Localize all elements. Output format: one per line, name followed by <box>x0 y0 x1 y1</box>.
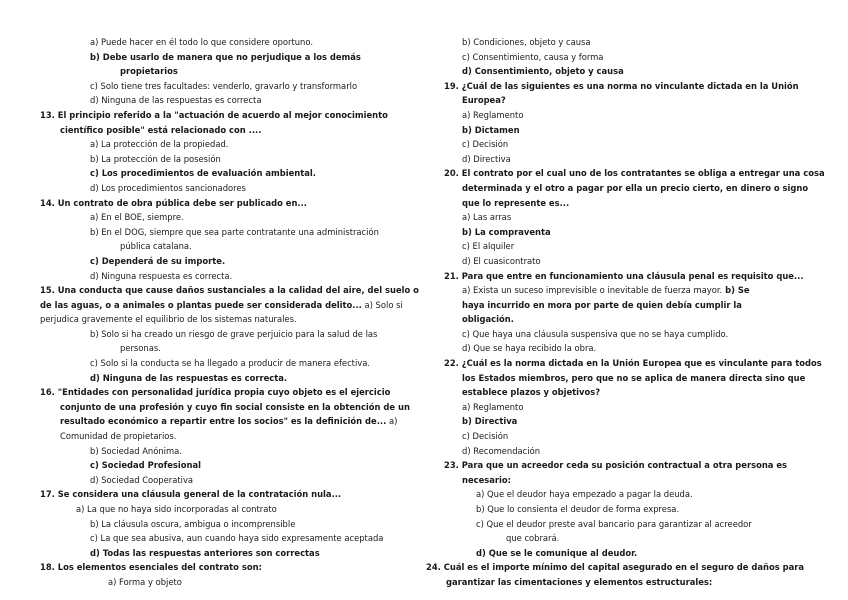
question-20-continuation: que lo represente es... <box>462 197 570 208</box>
answer-option: c) Consentimiento, causa y forma <box>462 51 604 62</box>
answer-option: d) El cuasicontrato <box>462 255 541 266</box>
answer-option: a) La protección de la propiedad. <box>90 139 229 150</box>
question-24: 24. Cuál es el importe mínimo del capital asegurado en el seguro de daños para <box>426 562 805 573</box>
answer-option: c) Solo tiene tres facultades: venderlo, gravarlo y transformarlo <box>90 80 358 91</box>
answer-option: b) Directiva <box>462 416 518 427</box>
answer-option: b) La protección de la posesión <box>90 153 221 164</box>
answer-option: b) Debe usarlo de manera que no perjudique a los demás <box>90 51 361 62</box>
question-23-continuation: necesario: <box>462 474 512 485</box>
answer-option: a) Que el deudor haya empezado a pagar la deuda. <box>476 489 693 500</box>
answer-option: c) Dependerá de su importe. <box>90 255 226 266</box>
answer-option: d) Recomendación <box>462 445 540 456</box>
answer-option: d) Consentimiento, objeto y causa <box>462 66 624 77</box>
answer-option: b) Que lo consienta el deudor de forma expresa. <box>476 504 680 514</box>
question-24-continuation: garantizar las cimentaciones y elementos estructurales: <box>446 576 713 587</box>
answer-option: c) Que haya una cláusula suspensiva que no se haya cumplido. <box>462 328 729 339</box>
answer-option: d) Ninguna de las respuestas es correcta. <box>90 372 288 383</box>
question-17: 17. Se considera una cláusula general de la contratación nula... <box>40 489 342 500</box>
answer-option: a) Puede hacer en él todo lo que considere oportuno. <box>90 37 313 47</box>
answer-option-continuation: pública catalana. <box>120 241 192 252</box>
question-15: 15. Una conducta que cause daños sustanciales a la calidad del aire, del suelo o <box>40 285 419 296</box>
answer-option: a) Reglamento <box>462 109 524 120</box>
question-22: 22. ¿Cuál es la norma dictada en la Unión Europea que es vinculante para todos <box>444 358 822 369</box>
question-16-continuation <box>40 414 420 429</box>
left-column <box>40 35 420 590</box>
answer-option: a) Solo si <box>361 299 403 310</box>
answer-option: d) Ninguna respuesta es correcta. <box>90 270 233 281</box>
answer-option: b) Solo si ha creado un riesgo de grave perjuicio para la salud de las <box>90 328 378 339</box>
answer-option-continuation: obligación. <box>462 314 514 325</box>
answer-option: c) Los procedimientos de evaluación ambiental. <box>90 168 316 179</box>
question-22-continuation: establece plazos y objetivos? <box>462 387 601 398</box>
question-13-continuation: científico posible" está relacionado con .... <box>60 124 262 135</box>
answer-option: c) Decisión <box>462 431 509 442</box>
answer-option: a) <box>386 416 398 427</box>
answer-option: d) Que se le comunique al deudor. <box>476 547 638 558</box>
answer-option: b) Condiciones, objeto y causa <box>462 37 591 47</box>
answer-option-continuation: perjudica gravemente el equilibrio de los sistemas naturales. <box>40 314 297 325</box>
answer-option-b: b) Se <box>722 285 750 296</box>
question-23: 23. Para que un acreedor ceda su posición contractual a otra persona es <box>444 460 788 471</box>
question-22-continuation: los Estados miembros, pero que no se aplica de manera directa sino que <box>462 372 806 383</box>
answer-option: c) Que el deudor preste aval bancario para garantizar al acreedor <box>476 518 752 529</box>
answer-option: c) La que sea abusiva, aun cuando haya sido expresamente aceptada <box>90 533 384 544</box>
answer-option: b) La compraventa <box>462 226 551 237</box>
question-18: 18. Los elementos esenciales del contrato son: <box>40 562 262 573</box>
answer-option: c) Solo si la conducta se ha llegado a producir de manera efectiva. <box>90 358 371 369</box>
answer-option: c) Decisión <box>462 139 509 150</box>
question-15-text: de las aguas, o a animales o plantas puede ser considerada delito... <box>40 299 362 310</box>
answer-option: a) En el BOE, siempre. <box>90 212 184 223</box>
answer-option: d) Directiva <box>462 153 511 164</box>
answer-option: c) El alquiler <box>462 241 515 252</box>
question-20-continuation: determinada y el otro a pagar por ella un precio cierto, en dinero o signo <box>462 182 809 193</box>
answer-option: d) Que se haya recibido la obra. <box>462 343 597 354</box>
answer-option-continuation: personas. <box>120 343 161 354</box>
question-19: 19. ¿Cuál de las siguientes es una norma no vinculante dictada en la Unión <box>444 80 799 91</box>
question-13: 13. El principio referido a la "actuación de acuerdo al mejor conocimiento <box>40 109 388 120</box>
question-21: 21. Para que entre en funcionamiento una cláusula penal es requisito que... <box>444 270 804 281</box>
answer-option-continuation: propietarios <box>120 66 178 77</box>
answer-option-a: a) Exista un suceso imprevisible o inevitable de fuerza mayor. <box>462 285 723 296</box>
right-column <box>426 35 825 590</box>
question-16-continuation: conjunto de una profesión y cuyo fin social consiste en la obtención de un <box>60 401 410 412</box>
question-16: 16. "Entidades con personalidad jurídica propia cuyo objeto es el ejercicio <box>40 387 391 398</box>
answer-option: d) Los procedimientos sancionadores <box>90 182 246 193</box>
answer-option-continuation: Comunidad de propietarios. <box>60 431 177 442</box>
question-20: 20. El contrato por el cual uno de los contratantes se obliga a entregar una cosa <box>444 168 825 179</box>
question-16-text: resultado económico a repartir entre los socios" es la definición de... <box>60 416 387 427</box>
answer-option-continuation: que cobrará. <box>506 533 560 544</box>
answer-option: a) Forma y objeto <box>108 576 182 587</box>
answer-option: d) Todas las respuestas anteriores son correctas <box>90 547 320 558</box>
answer-option: a) La que no haya sido incorporadas al contrato <box>76 504 277 514</box>
answer-option: d) Sociedad Cooperativa <box>90 474 194 485</box>
question-14: 14. Un contrato de obra pública debe ser publicado en... <box>40 197 307 208</box>
answer-option: c) Sociedad Profesional <box>90 460 202 471</box>
question-19-continuation: Europea? <box>462 95 506 106</box>
answer-option: d) Ninguna de las respuestas es correcta <box>90 95 262 106</box>
answer-option: b) Dictamen <box>462 124 520 135</box>
question-15-continuation <box>40 298 420 313</box>
answer-option: b) La cláusula oscura, ambigua o incomprensible <box>90 518 296 529</box>
answer-option: b) En el DOG, siempre que sea parte contratante una administración <box>90 226 379 237</box>
answer-option: b) Sociedad Anónima. <box>90 445 182 456</box>
answer-option: a) Las arras <box>462 212 512 223</box>
answer-option: a) Reglamento <box>462 401 524 412</box>
answer-option-continuation: haya incurrido en mora por parte de quien debía cumplir la <box>462 299 742 310</box>
answer-option <box>426 283 810 298</box>
